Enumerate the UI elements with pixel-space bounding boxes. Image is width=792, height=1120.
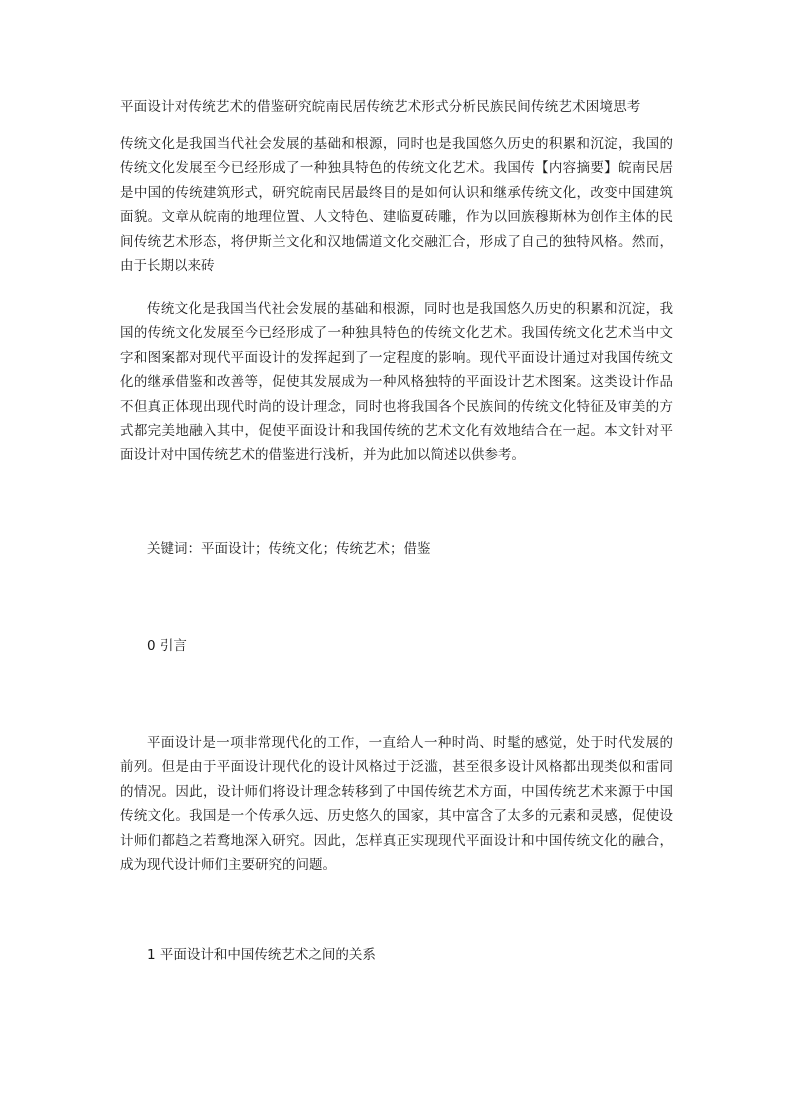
section-1-heading: 1 平面设计和中国传统艺术之间的关系: [147, 947, 376, 963]
keywords-line: 关键词：平面设计；传统文化；传统艺术；借鉴: [147, 541, 431, 557]
document-title: 平面设计对传统艺术的借鉴研究皖南民居传统艺术形式分析民族民间传统艺术困境思考: [120, 99, 641, 115]
section-0-paragraph: 平面设计是一项非常现代化的工作，一直给人一种时尚、时髦的感觉，处于时代发展的前列。但是由于平面设计现代化的设计风格过于泛滥，甚至很多设计风格都出现类似和雷同的情况。因此，设计师们将设计理念转移到了中国传统艺术方面，中国传统艺术来源于中国传统文化。我国是一个传承久远、历史悠久的国家，其中富含了太多的元素和灵感，促使设计师们都趋之若鹜地深入研究。因此，怎样真正实现现代平面设计和中国传统文化的融合，成为现代设计师们主要研究的问题。: [120, 735, 673, 874]
intro-abstract-paragraph: 传统文化是我国当代社会发展的基础和根源，同时也是我国悠久历史的积累和沉淀，我国的传统文化发展至今已经形成了一种独具特色的传统文化艺术。我国传统文化艺术当中文字和图案都对现代平面设计的发挥起到了一定程度的影响。现代平面设计通过对我国传统文化的继承借鉴和改善等，促使其发展成为一种风格独特的平面设计艺术图案。这类设计作品不但真正体现出现代时尚的设计理念，同时也将我国各个民族间的传统文化特征及审美的方式都完美地融入其中，促使平面设计和我国传统的艺术文化有效地结合在一起。本文针对平面设计对中国传统艺术的借鉴进行浅析，并为此加以简述以供参考。: [120, 301, 673, 464]
abstract-paragraph: 传统文化是我国当代社会发展的基础和根源，同时也是我国悠久历史的积累和沉淀，我国的传统文化发展至今已经形成了一种独具特色的传统文化艺术。我国传【内容摘要】皖南民居是中国的传统建筑形式，研究皖南民居最终目的是如何认识和继承传统文化，改变中国建筑面貌。文章从皖南的地理位置、人文特色、建临夏砖雕，作为以回族穆斯林为创作主体的民间传统艺术形态，将伊斯兰文化和汉地儒道文化交融汇合，形成了自己的独特风格。然而，由于长期以来砖: [120, 136, 673, 275]
section-0-heading: 0 引言: [147, 638, 187, 654]
